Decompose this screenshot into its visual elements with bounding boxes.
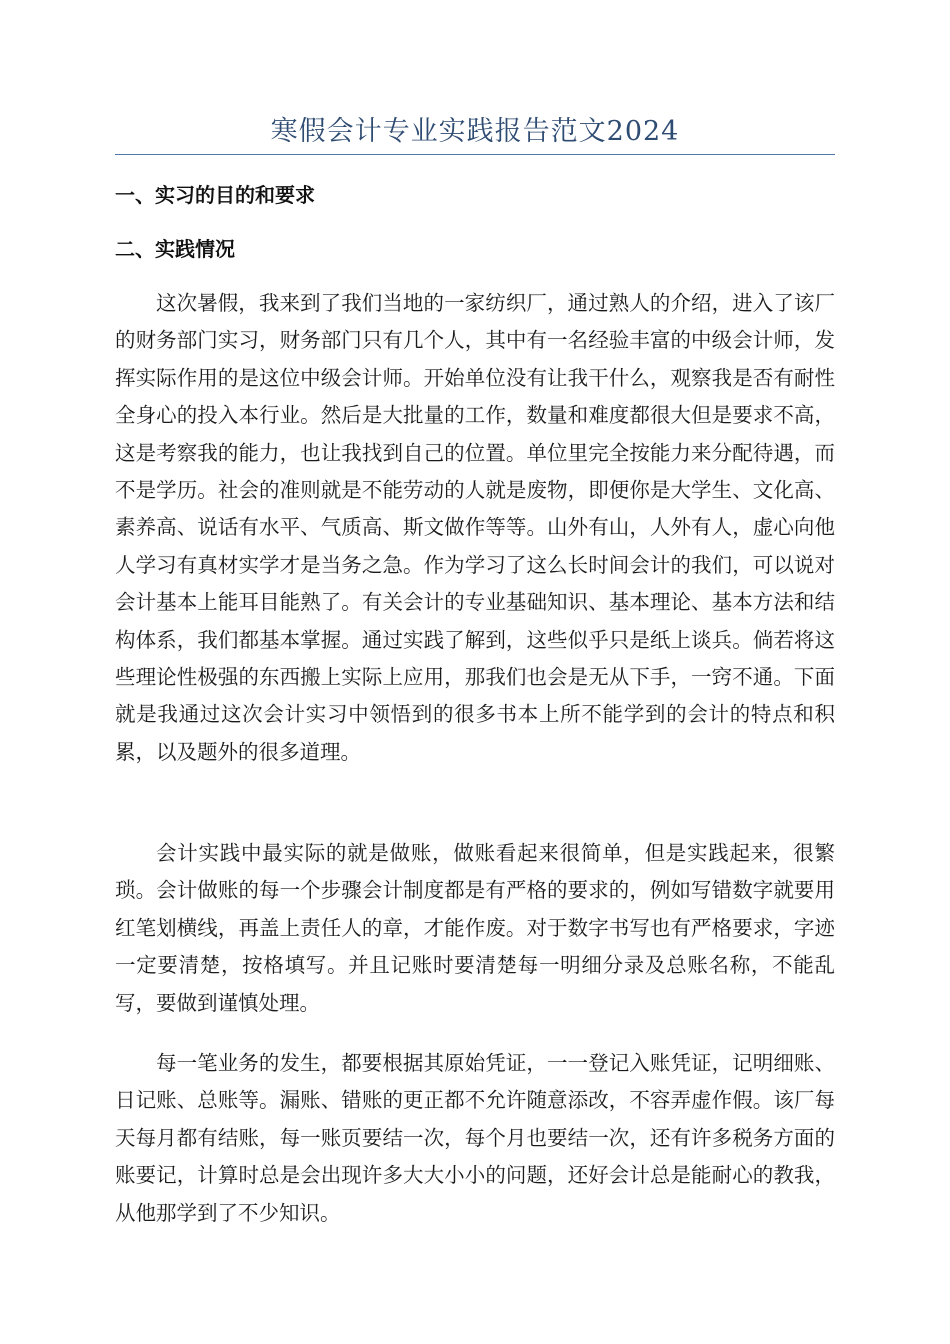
title-underline	[115, 154, 835, 155]
document-title: 寒假会计专业实践报告范文2024	[270, 116, 680, 147]
body-paragraph: 会计实践中最实际的就是做账，做账看起来很简单，但是实践起来，很繁琐。会计做账的每一个步骤会计制度都是有严格的要求的，例如写错数字就要用红笔划横线，再盖上责任人的章，才能作废。对于数字书写也有严格要求，字迹一定要清楚，按格填写。并且记账时要清楚每一明细分录及总账名称，不能乱写，要做到谨慎处理。	[115, 841, 835, 1015]
section-heading-practice: 二、实践情况	[115, 237, 235, 261]
section-heading-purpose: 一、实习的目的和要求	[115, 183, 315, 207]
body-paragraph: 每一笔业务的发生，都要根据其原始凭证，一一登记入账凭证，记明细账、日记账、总账等。漏账、错账的更正都不允许随意添改，不容弄虚作假。该厂每天每月都有结账，每一账页要结一次，每个月也要结一次，还有许多税务方面的账要记，计算时总是会出现许多大大小小的问题，还好会计总是能耐心的教我，从他那学到了不少知识。	[115, 1051, 835, 1225]
body-paragraph: 这次暑假，我来到了我们当地的一家纺织厂，通过熟人的介绍，进入了该厂的财务部门实习，财务部门只有几个人，其中有一名经验丰富的中级会计师，发挥实际作用的是这位中级会计师。开始单位没有让我干什么，观察我是否有耐性全身心的投入本行业。然后是大批量的工作，数量和难度都很大但是要求不高，这是考察我的能力，也让我找到自己的位置。单位里完全按能力来分配待遇，而不是学历。社会的准则就是不能劳动的人就是废物，即便你是大学生、文化高、素养高、说话有水平、气质高、斯文做作等等。山外有山，人外有人，虚心向他人学习有真材实学才是当务之急。作为学习了这么长时间会计的我们，可以说对会计基本上能耳目能熟了。有关会计的专业基础知识、基本理论、基本方法和结构体系，我们都基本掌握。通过实践了解到，这些似乎只是纸上谈兵。倘若将这些理论性极强的东西搬上实际上应用，那我们也会是无从下手，一窍不通。下面就是我通过这次会计实习中领悟到的很多书本上所不能学到的会计的特点和积累，以及题外的很多道理。	[115, 291, 835, 764]
